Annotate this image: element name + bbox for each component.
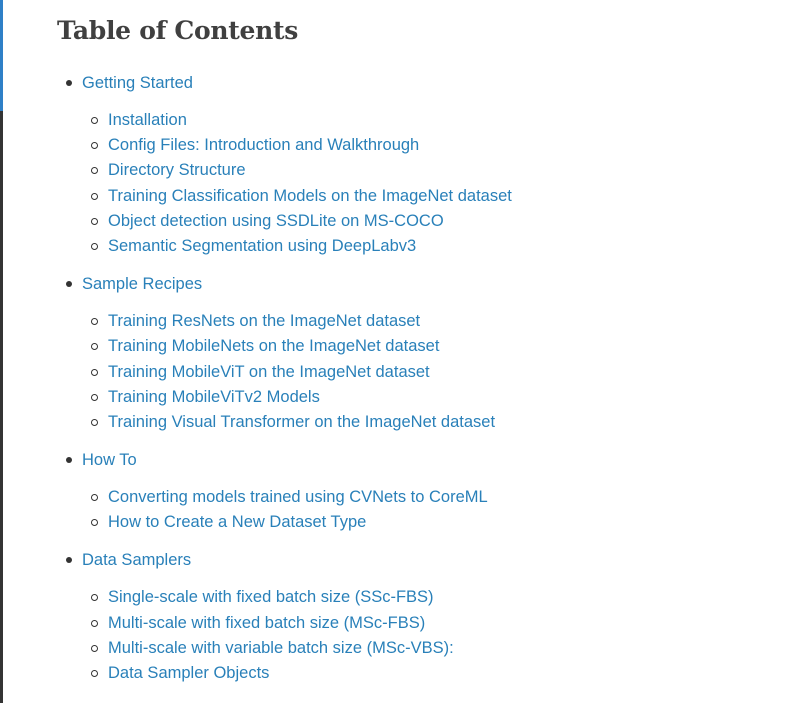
toc-link-data-sampler-objects[interactable]: Data Sampler Objects xyxy=(108,664,270,682)
toc-subitem xyxy=(57,611,797,636)
toc-sublist xyxy=(57,585,797,686)
toc-link-training-classification[interactable]: Training Classification Models on the ImageNet dataset xyxy=(108,186,512,205)
toc-section-row xyxy=(57,70,797,96)
toc-sublist xyxy=(57,485,797,535)
bullet-circle-icon xyxy=(91,620,98,627)
bullet-circle-icon xyxy=(91,670,98,677)
toc-section-row xyxy=(57,547,797,573)
bullet-circle-icon xyxy=(91,117,98,124)
bullet-disc-icon xyxy=(66,457,72,463)
toc-link-installation[interactable]: Installation xyxy=(108,111,187,129)
toc-subitem xyxy=(57,133,797,158)
toc-link-how-to[interactable]: How To xyxy=(82,451,137,470)
toc-subitem xyxy=(57,410,797,435)
toc-link-converting-coreml[interactable]: Converting models trained using CVNets to CoreML xyxy=(108,488,488,507)
toc-section-row xyxy=(57,447,797,473)
sidebar-edge-accent xyxy=(0,0,3,111)
toc-link-training-mobilevit[interactable]: Training MobileViT on the ImageNet dataset xyxy=(108,362,430,381)
bullet-circle-icon xyxy=(91,318,98,325)
bullet-circle-icon xyxy=(91,142,98,149)
toc-link-training-visual-transformer[interactable]: Training Visual Transformer on the ImageNet dataset xyxy=(108,412,496,431)
toc-section xyxy=(57,271,797,435)
toc-subitem xyxy=(57,209,797,234)
toc-link-msc-fbs[interactable]: Multi-scale with fixed batch size (MSc-FBS) xyxy=(108,613,426,632)
toc-subitem xyxy=(57,108,797,133)
toc-section xyxy=(57,447,797,535)
toc-link-config-files[interactable]: Config Files: Introduction and Walkthrough xyxy=(108,136,420,155)
toc-subitem xyxy=(57,158,797,183)
toc-subitem xyxy=(57,309,797,334)
bullet-circle-icon xyxy=(91,394,98,401)
toc-subitem xyxy=(57,334,797,359)
toc-subitem xyxy=(57,585,797,610)
toc-link-object-detection[interactable]: Object detection using SSDLite on MS-COCO xyxy=(108,211,444,230)
bullet-disc-icon xyxy=(66,557,72,563)
bullet-circle-icon xyxy=(91,369,98,376)
bullet-circle-icon xyxy=(91,343,98,350)
bullet-circle-icon xyxy=(91,243,98,250)
toc-link-sample-recipes[interactable]: Sample Recipes xyxy=(82,275,203,294)
toc-subitem xyxy=(57,184,797,209)
toc-section xyxy=(57,70,797,259)
toc-subitem xyxy=(57,234,797,259)
bullet-circle-icon xyxy=(91,645,98,652)
toc-sublist xyxy=(57,309,797,435)
toc-link-directory-structure[interactable]: Directory Structure xyxy=(108,161,246,180)
bullet-circle-icon xyxy=(91,594,98,601)
bullet-circle-icon xyxy=(91,419,98,426)
toc-subitem xyxy=(57,510,797,535)
bullet-circle-icon xyxy=(91,218,98,225)
toc-link-data-samplers[interactable]: Data Samplers xyxy=(82,551,192,570)
toc-subitem xyxy=(57,360,797,385)
bullet-disc-icon xyxy=(66,80,72,86)
toc-link-msc-vbs[interactable]: Multi-scale with variable batch size (MSc-VBS): xyxy=(108,638,454,657)
toc-sublist xyxy=(57,108,797,259)
bullet-disc-icon xyxy=(66,281,72,287)
table-of-contents xyxy=(57,70,797,698)
toc-subitem xyxy=(57,485,797,510)
bullet-circle-icon xyxy=(91,519,98,526)
toc-subitem xyxy=(57,661,797,686)
toc-link-ssc-fbs[interactable]: Single-scale with fixed batch size (SSc-FBS) xyxy=(108,588,434,607)
sidebar-edge xyxy=(0,111,3,703)
toc-section-row xyxy=(57,271,797,297)
bullet-circle-icon xyxy=(91,193,98,200)
toc-link-getting-started[interactable]: Getting Started xyxy=(82,74,193,92)
bullet-circle-icon xyxy=(91,494,98,501)
toc-link-training-mobilenets[interactable]: Training MobileNets on the ImageNet dataset xyxy=(108,337,440,356)
toc-link-training-resnets[interactable]: Training ResNets on the ImageNet dataset xyxy=(108,312,421,331)
toc-link-new-dataset-type[interactable]: How to Create a New Dataset Type xyxy=(108,513,367,532)
toc-link-semantic-segmentation[interactable]: Semantic Segmentation using DeepLabv3 xyxy=(108,236,417,255)
toc-link-training-mobilevitv2[interactable]: Training MobileViTv2 Models xyxy=(108,387,320,406)
toc-subitem xyxy=(57,385,797,410)
bullet-circle-icon xyxy=(91,167,98,174)
toc-subitem xyxy=(57,636,797,661)
page-title: Table of Contents xyxy=(57,16,299,45)
toc-section xyxy=(57,547,797,686)
